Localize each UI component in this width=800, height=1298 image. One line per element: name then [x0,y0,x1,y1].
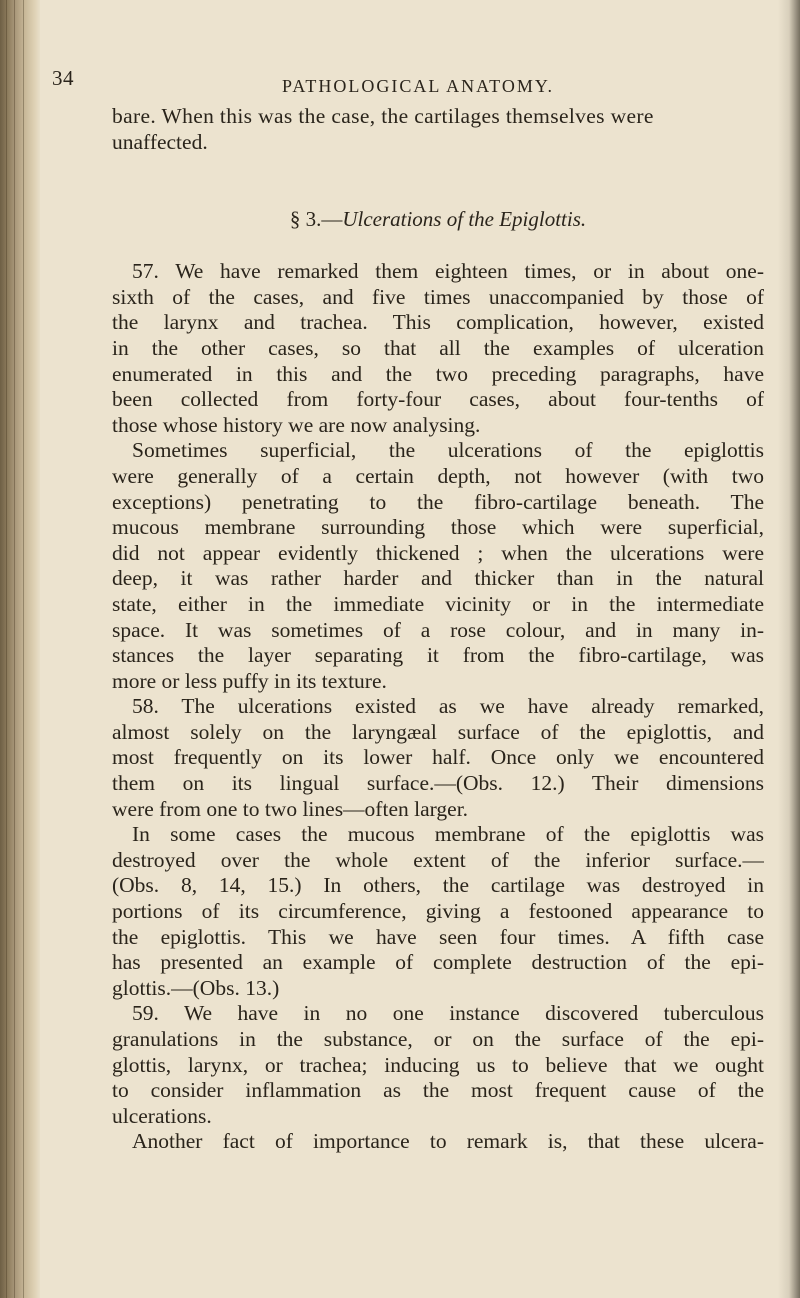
section-prefix: § 3.— [289,207,343,232]
text-line: been collected from forty-four cases, about four-tenths of [112,387,764,412]
text-line: granulations in the substance, or on the surface of the epi- [112,1027,764,1051]
text-line: sixth of the cases, and five times unaccompanied by those of [112,284,764,309]
text-line: the epiglottis. This we have seen four times. A fifth case [112,924,764,949]
text-line: glottis, larynx, or trachea; inducing us to believe that we ought [112,1052,764,1077]
section-title: Ulcerations of the Epiglottis. [342,207,587,232]
text-line: exceptions) penetrating to the fibro-cartilage beneath. The [112,489,764,514]
text-line: stances the layer separating it from the fibro-cartilage, was [112,643,764,668]
text-line: In some cases the mucous membrane of the epiglottis was [132,822,764,847]
text-line: those whose history we are now analysing. [112,412,481,437]
text-line: the larynx and trachea. This complication, however, existed [112,310,764,335]
text-line: bare. When this was the case, the cartilages themselves were [112,104,654,128]
text-line: state, either in the immediate vicinity or in the intermediate [112,591,764,616]
running-head: PATHOLOGICAL ANATOMY. [282,76,555,96]
text-line: deep, it was rather harder and thicker than in the natural [112,566,764,591]
text-line: were generally of a certain depth, not however (with two [112,463,764,488]
page-number: 34 [52,66,74,90]
text-line: most frequently on its lower half. Once only we encountered [112,745,764,770]
text-line: enumerated in this and the two preceding paragraphs, have [112,361,764,386]
text-line: more or less puffy in its texture. [112,668,387,693]
body-text [112,259,764,1155]
text-line: (Obs. 8, 14, 15.) In others, the cartilage was destroyed in [112,873,764,898]
text-line: portions of its circumference, giving a festooned appearance to [112,899,764,924]
text-line: Another fact of importance to remark is, that these ulcera- [132,1129,764,1154]
text-line: in the other cases, so that all the examples of ulceration [112,335,764,360]
text-line: has presented an example of complete destruction of the epi- [112,950,764,975]
text-line: 59. We have in no one instance discovered tuberculous [132,1001,764,1026]
text-line: glottis.—(Obs. 13.) [112,975,280,1000]
text-line: them on its lingual surface.—(Obs. 12.) Their dimensions [112,771,764,796]
text-line: ulcerations. [112,1103,212,1128]
text-line: 58. The ulcerations existed as we have already remarked, [132,694,764,719]
text-line: to consider inflammation as the most frequent cause of the [112,1078,764,1103]
text-line: 57. We have remarked them eighteen times, or in about one- [132,259,764,284]
text-line: were from one to two lines—often larger. [112,796,469,821]
text-block [112,104,764,1155]
text-line: did not appear evidently thickened ; when the ulcerations were [112,540,764,565]
text-line: mucous membrane surrounding those which were superficial, [112,515,764,540]
text-line: space. It was sometimes of a rose colour, and in many in- [112,617,764,642]
text-line: almost solely on the laryngæal surface of the epiglottis, and [112,719,764,744]
section-heading [112,207,764,235]
text-line: destroyed over the whole extent of the inferior surface.— [112,847,764,872]
text-line: unaffected. [112,129,208,154]
text-line: Sometimes superficial, the ulcerations of the epiglottis [132,438,764,463]
